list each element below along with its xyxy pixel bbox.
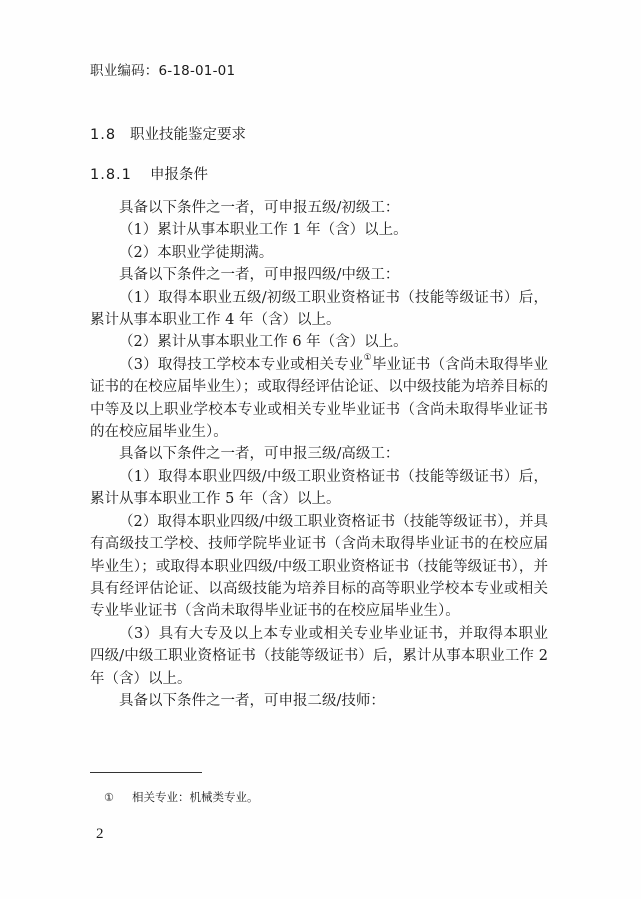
page-number: 2 [96, 826, 104, 842]
paragraph-level3-item2: （2）取得本职业四级/中级工职业资格证书（技能等级证书），并具有高级技工学校、技师学院毕业证书（含尚未取得毕业证书的在校应届毕业生）；或取得本职业四级/中级工职业资格证书（技能等级证书），并具有经评估论证、以高级技能为培养目标的高等职业学校本专业或相关专业毕业证书（含尚未取得毕业证书的在校应届毕业生）。 [90, 513, 548, 620]
subsection-title: 申报条件 [150, 167, 208, 183]
section-number: 1.8 [90, 127, 117, 143]
occupation-code: 职业编码：6-18-01-01 [90, 63, 236, 79]
body-text [90, 197, 548, 712]
section-title: 职业技能鉴定要求 [130, 127, 246, 143]
footnote-divider [90, 772, 202, 773]
footnote [104, 789, 259, 805]
paragraph-level3-item3: （3）具有大专及以上本专业或相关专业毕业证书，并取得本职业四级/中级工职业资格证书（技能等级证书）后，累计从事本职业工作 2 年（含）以上。 [90, 625, 548, 687]
footnote-text: 相关专业：机械类专业。 [132, 790, 259, 804]
paragraph-level3-item1: （1）取得本职业四级/中级工职业资格证书（技能等级证书）后，累计从事本职业工作 5 年（含）以上。 [90, 468, 548, 508]
section-heading [90, 123, 246, 144]
subsection-heading [90, 163, 208, 184]
paragraph-level4-item3 [90, 354, 548, 444]
paragraph-level5-intro: 具备以下条件之一者，可申报五级/初级工： [119, 200, 400, 216]
paragraph-level2-intro: 具备以下条件之一者，可申报二级/技师： [119, 692, 385, 709]
subsection-number: 1.8.1 [90, 167, 132, 183]
paragraph-level4-item2: （2）累计从事本职业工作 6 年（含）以上。 [119, 334, 408, 351]
paragraph-level4-item3-tail: 毕业证书（含尚未取得毕业证书的在校应届毕业生）；或取得经评估论证、以中级技能为培养目标的中等及以上职业学校本专业或相关专业毕业证书（含尚未取得毕业证书的在校应届毕业生）。 [90, 356, 548, 441]
paragraph-level5-item1: （1）累计从事本职业工作 1 年（含）以上。 [119, 222, 408, 239]
footnote-mark: ① [104, 791, 114, 804]
paragraph-level4-item3-head: （3）取得技工学校本专业或相关专业 [119, 356, 364, 373]
paragraph-level3-intro: 具备以下条件之一者，可申报三级/高级工： [119, 446, 400, 463]
paragraph-level5-item2: （2）本职业学徒期满。 [119, 244, 274, 261]
paragraph-level4-intro: 具备以下条件之一者，可申报四级/中级工： [119, 267, 400, 284]
paragraph-level4-item1: （1）取得本职业五级/初级工职业资格证书（技能等级证书）后，累计从事本职业工作 4 年（含）以上。 [90, 289, 548, 329]
footnote-reference: ① [363, 352, 372, 363]
